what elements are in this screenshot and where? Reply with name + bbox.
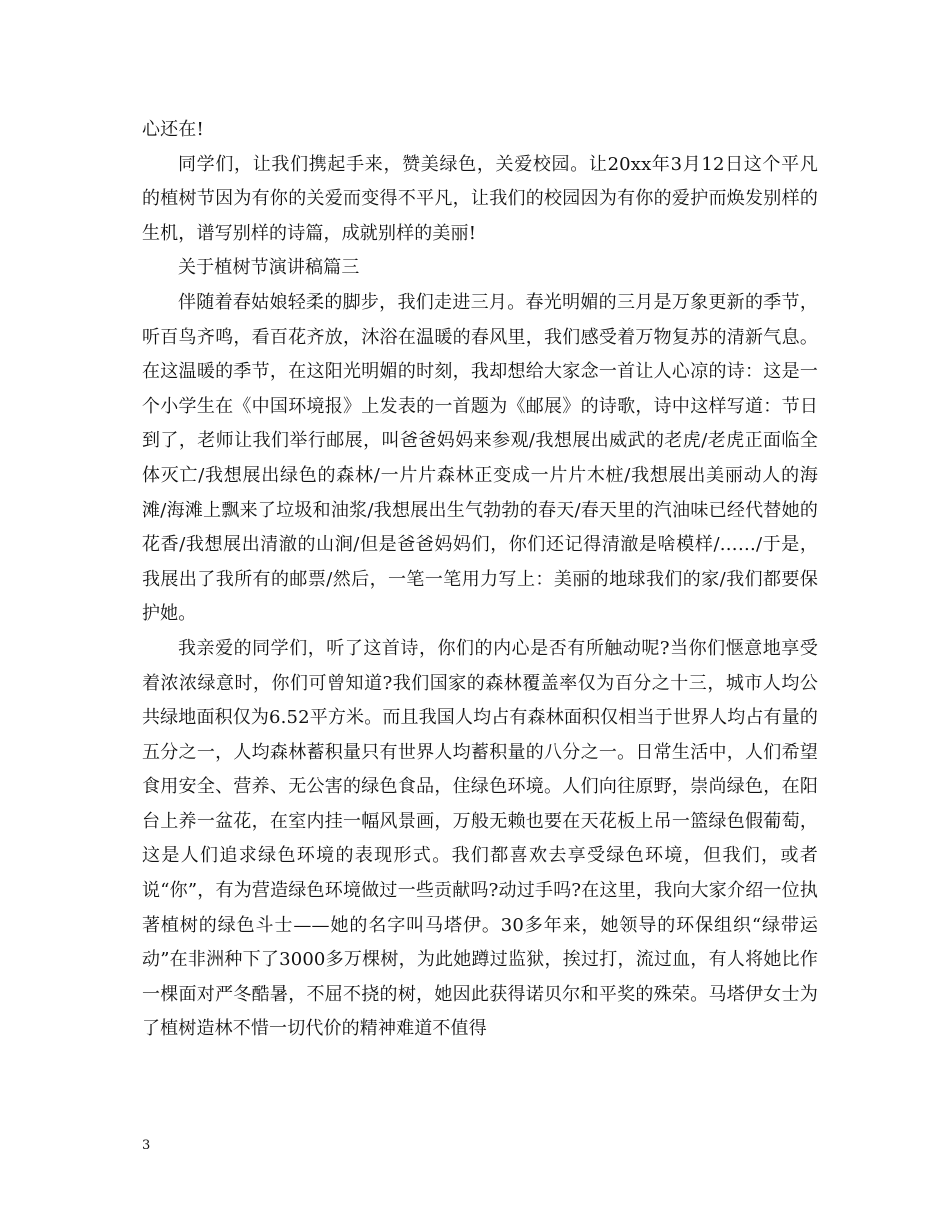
paragraph-poem-intro: 伴随着春姑娘轻柔的脚步，我们走进三月。春光明媚的三月是万象更新的季节，听百鸟齐鸣，看百花齐放，沐浴在温暖的春风里，我们感受着万物复苏的清新气息。在这温暖的季节，在这阳光明媚的时刻，我却想给大家念一首让人心凉的诗：这是一个小学生在《中国环境报》上发表的一首题为《邮展》的诗歌，诗中这样写道：节日到了，老师让我们举行邮展，叫爸爸妈妈来参观/我想展出威武的老虎/老虎正面临全体灭亡/我想展出绿色的森林/一片片森林正变成一片片木桩/我想展出美丽动人的海滩/海滩上飘来了垃圾和油浆/我想展出生气勃勃的春天/春天里的汽油味已经代替她的花香/我想展出清澈的山涧/但是爸爸妈妈们，你们还记得清澈是啥模样/……/于是，我展出了我所有的邮票/然后，一笔一笔用力写上：美丽的地球我们的家/我们都要保护她。: [142, 291, 818, 625]
paragraph-call-to-action: 同学们，让我们携起手来，赞美绿色，关爱校园。让20xx年3月12日这个平凡的植树节因为有你的关爱而变得不平凡，让我们的校园因为有你的爱护而焕发别样的生机，谱写别样的诗篇，成就别样的美丽!: [142, 153, 818, 244]
document-body: [142, 113, 818, 1047]
paragraph-green-facts: 我亲爱的同学们，听了这首诗，你们的内心是否有所触动呢?当你们惬意地享受着浓浓绿意时，你们可曾知道?我们国家的森林覆盖率仅为百分之十三，城市人均公共绿地面积仅为6.52平方米。而且我国人均占有森林面积仅相当于世界人均占有量的五分之一，人均森林蓄积量只有世界人均蓄积量的八分之一。日常生活中，人们希望食用安全、营养、无公害的绿色食品，住绿色环境。人们向往原野，崇尚绿色，在阳台上养一盆花，在室内挂一幅风景画，万般无赖也要在天花板上吊一篮绿色假葡萄，这是人们追求绿色环境的表现形式。我们都喜欢去享受绿色环境，但我们，或者说“你”，有为营造绿色环境做过一些贡献吗?动过手吗?在这里，我向大家介绍一位执著植树的绿色斗士——她的名字叫马塔伊。30多年来，她领导的环保组织“绿带运动”在非洲种下了3000多万棵树，为此她蹲过监狱，挨过打，流过血，有人将她比作一棵面对严冬酷暑，不屈不挠的树，她因此获得诺贝尔和平奖的殊荣。马塔伊女士为了植树造林不惜一切代价的精神难道不值得: [142, 637, 818, 1040]
paragraph-continuation: 心还在!: [142, 119, 204, 140]
page-number: 3: [142, 1138, 151, 1153]
section-heading: 关于植树节演讲稿篇三: [178, 257, 360, 279]
